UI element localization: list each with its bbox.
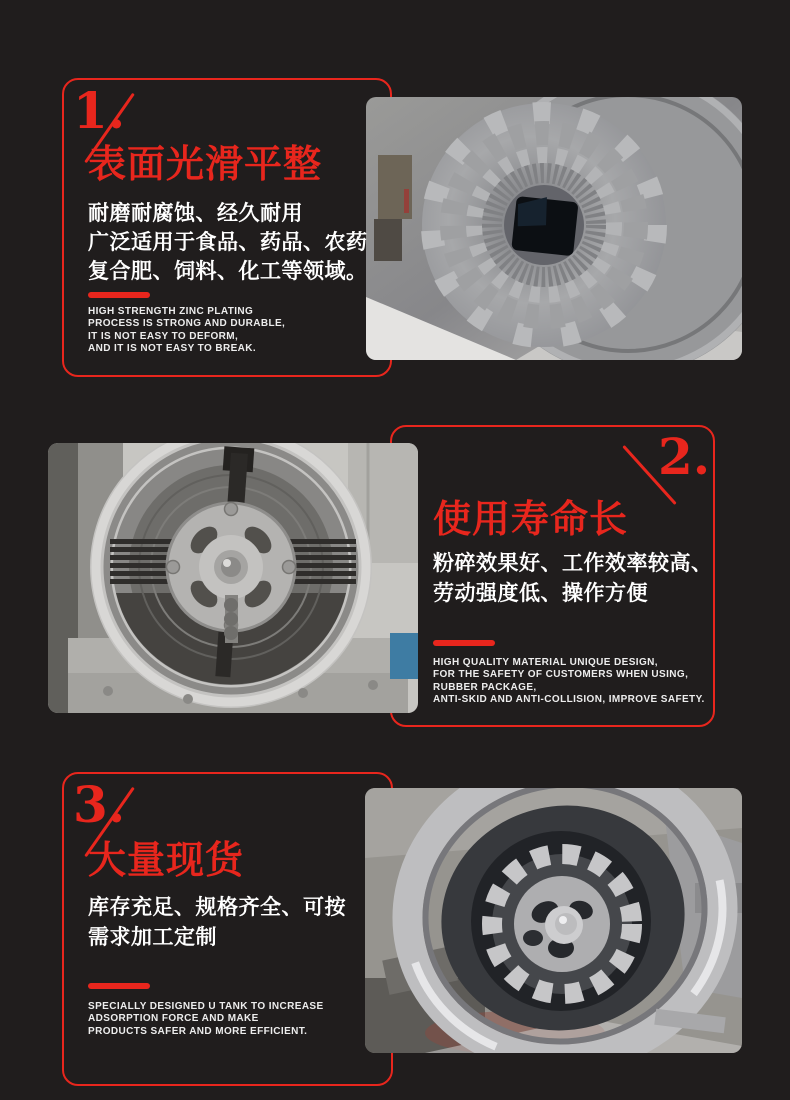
english-line: ADSORPTION FORCE AND MAKE	[88, 1013, 259, 1025]
english-line: SPECIALLY DESIGNED U TANK TO INCREASE	[88, 1001, 324, 1012]
product-photo-rotor-housing	[365, 788, 742, 1053]
section-english-3	[88, 1001, 324, 1038]
section-heading-2: 使用寿命长	[433, 499, 629, 541]
product-photo-mill-chamber	[48, 443, 418, 713]
divider-rule-2	[433, 640, 495, 646]
section-english-1	[88, 306, 285, 356]
section-body-1	[88, 199, 368, 286]
section-number-2: 2.	[658, 427, 711, 486]
english-line: RUBBER PACKAGE,	[433, 681, 537, 693]
body-line: 复合肥、饲料、化工等领域。	[88, 260, 368, 283]
divider-rule-3	[88, 983, 150, 989]
section-heading-1: 表面光滑平整	[88, 144, 323, 186]
english-line: AND IT IS NOT EASY TO BREAK.	[88, 343, 257, 355]
english-line: HIGH QUALITY MATERIAL UNIQUE DESIGN,	[433, 657, 658, 668]
english-line: ANTI-SKID AND ANTI-COLLISION, IMPROVE SAFETY.	[433, 694, 705, 706]
body-line: 劳动强度低、操作方便	[433, 582, 648, 605]
rotor-housing-illustration	[365, 788, 742, 1053]
divider-rule-1	[88, 292, 150, 298]
section-english-2	[433, 657, 705, 707]
product-photo-grinding-disc	[366, 97, 742, 360]
body-line: 库存充足、规格齐全、可按	[88, 896, 346, 919]
section-heading-3: 大量现货	[88, 840, 245, 882]
body-line: 需求加工定制	[88, 926, 217, 949]
grinding-disc-illustration	[366, 97, 742, 360]
body-line: 广泛适用于食品、药品、农药	[88, 231, 368, 254]
mill-chamber-illustration	[48, 443, 418, 713]
section-number-1: 1.	[73, 81, 126, 140]
english-line: PRODUCTS SAFER AND MORE EFFICIENT.	[88, 1025, 308, 1037]
english-line: FOR THE SAFETY OF CUSTOMERS WHEN USING,	[433, 669, 689, 681]
body-line: 耐磨耐腐蚀、经久耐用	[88, 202, 303, 225]
english-line: IT IS NOT EASY TO DEFORM,	[88, 330, 239, 342]
english-line: PROCESS IS STRONG AND DURABLE,	[88, 318, 286, 330]
english-line: HIGH STRENGTH ZINC PLATING	[88, 306, 254, 317]
section-number-3: 3.	[73, 775, 126, 834]
section-body-3	[88, 893, 346, 953]
body-line: 粉碎效果好、工作效率较高、	[433, 552, 713, 575]
section-body-2	[433, 549, 713, 609]
